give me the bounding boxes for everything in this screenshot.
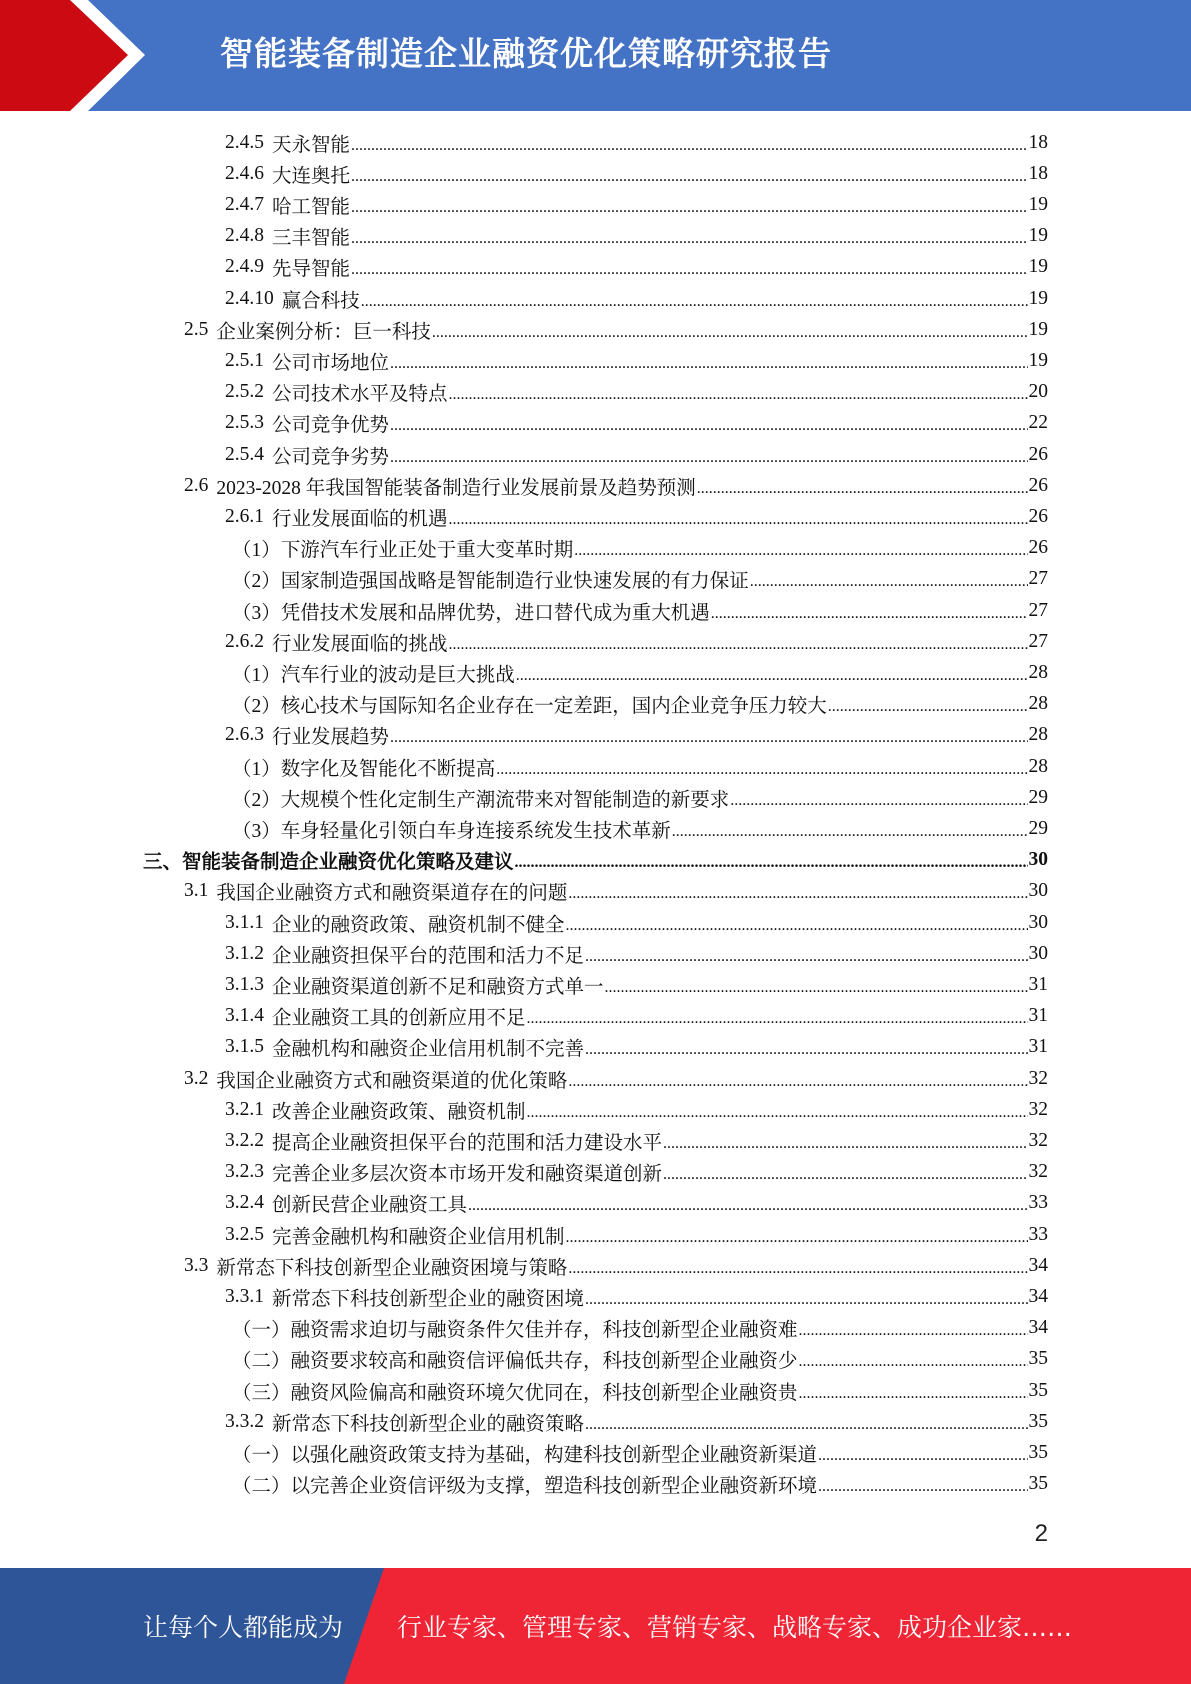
toc-entry-page: 30 bbox=[1028, 849, 1048, 871]
toc-entry-title: 三丰智能 bbox=[272, 228, 351, 250]
toc-leader-dots bbox=[818, 1478, 1027, 1496]
toc-entry-page: 19 bbox=[1028, 318, 1048, 340]
toc-entry-number: 3.1.1 bbox=[225, 911, 264, 933]
header-arrow-decoration bbox=[0, 0, 160, 111]
toc-leader-dots bbox=[390, 729, 1027, 747]
toc-entry-number: 3.2.1 bbox=[225, 1098, 264, 1120]
toc-leader-dots bbox=[828, 698, 1028, 716]
toc-entry[interactable] bbox=[225, 1157, 1048, 1188]
toc-leader-dots bbox=[390, 355, 1027, 373]
toc-leader-dots bbox=[527, 1010, 1028, 1028]
toc-entry[interactable] bbox=[232, 1313, 1048, 1344]
toc-leader-dots bbox=[585, 948, 1027, 966]
toc-entry[interactable] bbox=[232, 657, 1048, 688]
toc-leader-dots bbox=[351, 168, 1027, 186]
toc-entry[interactable] bbox=[225, 252, 1048, 283]
toc-entry-page: 19 bbox=[1028, 193, 1048, 215]
toc-entry-title: 创新民营企业融资工具 bbox=[272, 1195, 468, 1217]
toc-entry[interactable] bbox=[232, 1437, 1048, 1468]
toc-entry-title: 以完善企业资信评级为支撑，塑造科技创新型企业融资新环境 bbox=[290, 1476, 818, 1498]
page-number: 2 bbox=[1034, 1520, 1048, 1547]
toc-entry[interactable] bbox=[225, 720, 1048, 751]
toc-entry-title: 大连奥托 bbox=[272, 165, 351, 187]
toc-entry[interactable] bbox=[225, 1281, 1048, 1312]
toc-entry-page: 27 bbox=[1028, 630, 1048, 652]
toc-entry-title: 公司竞争优势 bbox=[272, 415, 390, 437]
toc-entry[interactable] bbox=[232, 564, 1048, 595]
toc-entry[interactable] bbox=[225, 907, 1048, 938]
toc-entry-page: 28 bbox=[1028, 755, 1048, 777]
toc-entry-title: 我国企业融资方式和融资渠道的优化策略 bbox=[216, 1070, 568, 1092]
toc-entry-title: 金融机构和融资企业信用机制不完善 bbox=[272, 1039, 585, 1061]
toc-leader-dots bbox=[663, 1166, 1027, 1184]
toc-entry[interactable] bbox=[225, 1188, 1048, 1219]
toc-entry[interactable] bbox=[232, 1469, 1048, 1500]
toc-entry-page: 26 bbox=[1028, 537, 1048, 559]
footer-slogan-left: 让每个人都能成为 bbox=[143, 1613, 344, 1642]
toc-entry-title: 先导智能 bbox=[272, 259, 351, 281]
toc-entry-number: 2.6.3 bbox=[225, 724, 264, 746]
toc-leader-dots bbox=[605, 979, 1028, 997]
toc-leader-dots bbox=[585, 1041, 1027, 1059]
toc-leader-dots bbox=[750, 573, 1028, 591]
toc-entry-page: 31 bbox=[1028, 973, 1048, 995]
toc-entry-number: 2.4.9 bbox=[225, 256, 264, 278]
toc-entry[interactable] bbox=[184, 470, 1048, 501]
toc-entry-number: 3.3.1 bbox=[225, 1285, 264, 1307]
toc-entry-title: 公司市场地位 bbox=[272, 352, 390, 374]
toc-entry-number: 2.6.1 bbox=[225, 505, 264, 527]
toc-entry-page: 28 bbox=[1028, 661, 1048, 683]
toc-leader-dots bbox=[574, 542, 1027, 560]
toc-entry-page: 29 bbox=[1028, 817, 1048, 839]
toc-entry-title: 以强化融资政策支持为基础，构建科技创新型企业融资新渠道 bbox=[290, 1444, 818, 1466]
toc-entry-title: 行业发展趋势 bbox=[272, 727, 390, 749]
toc-entry-number: （一） bbox=[232, 1320, 291, 1342]
toc-entry-page: 34 bbox=[1028, 1317, 1048, 1339]
toc-entry-page: 35 bbox=[1028, 1473, 1048, 1495]
toc-leader-dots bbox=[711, 605, 1028, 623]
toc-leader-dots bbox=[496, 761, 1027, 779]
report-title: 智能装备制造企业融资优化策略研究报告 bbox=[220, 34, 832, 73]
toc-entry[interactable] bbox=[184, 1250, 1048, 1281]
toc-entry[interactable] bbox=[143, 845, 1048, 876]
toc-entry[interactable] bbox=[232, 595, 1048, 626]
toc-entry-page: 33 bbox=[1028, 1192, 1048, 1214]
toc-entry-title: 哈工智能 bbox=[272, 196, 351, 218]
toc-entry-page: 32 bbox=[1028, 1067, 1048, 1089]
toc-leader-dots bbox=[351, 261, 1027, 279]
toc-entry-title: 凭借技术发展和品牌优势，进口替代成为重大机遇 bbox=[280, 602, 710, 624]
toc-leader-dots bbox=[449, 511, 1028, 529]
toc-entry-page: 19 bbox=[1028, 225, 1048, 247]
toc-leader-dots bbox=[527, 1104, 1028, 1122]
toc-entry-number: 3.2.3 bbox=[225, 1161, 264, 1183]
toc-entry-title: 公司竞争劣势 bbox=[272, 446, 390, 468]
toc-entry-number: 2.5.1 bbox=[225, 349, 264, 371]
toc-entry-number: 2.6 bbox=[184, 474, 209, 496]
header-band bbox=[0, 0, 1191, 111]
toc-leader-dots bbox=[585, 1416, 1027, 1434]
toc-leader-dots bbox=[697, 480, 1028, 498]
toc-leader-dots bbox=[566, 917, 1028, 935]
footer-slogan-right: 行业专家、管理专家、营销专家、战略专家、成功企业家…… bbox=[397, 1613, 1073, 1642]
toc-entry-title: 新常态下科技创新型企业的融资策略 bbox=[272, 1413, 585, 1435]
toc-entry-title: 企业融资工具的创新应用不足 bbox=[272, 1008, 526, 1030]
toc-entry-page: 30 bbox=[1028, 911, 1048, 933]
toc-leader-dots bbox=[818, 1447, 1027, 1465]
toc-entry-number: （1） bbox=[232, 664, 281, 686]
toc-entry[interactable] bbox=[232, 533, 1048, 564]
toc-entry-title: 融资需求迫切与融资条件欠佳并存，科技创新型企业融资难 bbox=[290, 1320, 798, 1342]
toc-entry-title: 完善金融机构和融资企业信用机制 bbox=[272, 1226, 565, 1248]
toc-entry[interactable] bbox=[225, 1001, 1048, 1032]
toc-leader-dots bbox=[799, 1385, 1028, 1403]
toc-entry-number: 2.5.3 bbox=[225, 412, 264, 434]
toc-entry-number: 2.4.10 bbox=[225, 287, 274, 309]
toc-entry-page: 26 bbox=[1028, 505, 1048, 527]
toc-leader-dots bbox=[799, 1353, 1028, 1371]
toc-entry-number: 3.1.2 bbox=[225, 942, 264, 964]
toc-entry-page: 19 bbox=[1028, 349, 1048, 371]
toc-entry[interactable] bbox=[225, 189, 1048, 220]
toc-entry-page: 35 bbox=[1028, 1379, 1048, 1401]
toc-leader-dots bbox=[449, 636, 1028, 654]
toc-leader-dots bbox=[568, 1073, 1027, 1091]
toc-entry[interactable] bbox=[232, 751, 1048, 782]
toc-entry-number: 3.1.4 bbox=[225, 1005, 264, 1027]
toc-entry-title: 企业案例分析：巨一科技 bbox=[216, 321, 431, 343]
toc-leader-dots bbox=[449, 386, 1028, 404]
toc-entry-number: （2） bbox=[232, 789, 281, 811]
toc-entry[interactable] bbox=[225, 626, 1048, 657]
toc-leader-dots bbox=[351, 199, 1027, 217]
toc-entry-page: 26 bbox=[1028, 443, 1048, 465]
toc-entry-title: 新常态下科技创新型企业融资困境与策略 bbox=[216, 1257, 568, 1279]
toc-leader-dots bbox=[568, 885, 1027, 903]
toc-entry[interactable] bbox=[225, 345, 1048, 376]
toc-entry-title: 汽车行业的波动是巨大挑战 bbox=[280, 664, 515, 686]
toc-leader-dots bbox=[361, 293, 1028, 311]
toc-entry-number: （3） bbox=[232, 820, 281, 842]
toc-entry[interactable] bbox=[225, 439, 1048, 470]
toc-entry[interactable] bbox=[225, 408, 1048, 439]
toc-entry[interactable] bbox=[225, 283, 1048, 314]
toc-entry-number: 3.2.4 bbox=[225, 1192, 264, 1214]
toc-entry-number: （2） bbox=[232, 696, 281, 718]
toc-entry-title: 企业的融资政策、融资机制不健全 bbox=[272, 914, 565, 936]
toc-entry-page: 20 bbox=[1028, 381, 1048, 403]
toc-entry[interactable] bbox=[225, 938, 1048, 969]
toc-entry-title: 智能装备制造企业融资优化策略及建议 bbox=[182, 852, 514, 874]
toc-entry-title: 行业发展面临的挑战 bbox=[272, 633, 448, 655]
toc-entry[interactable] bbox=[225, 1032, 1048, 1063]
toc-entry-number: 3.2.5 bbox=[225, 1223, 264, 1245]
toc-entry-number: 2.5 bbox=[184, 318, 209, 340]
toc-leader-dots bbox=[566, 1229, 1028, 1247]
toc-leader-dots bbox=[390, 417, 1027, 435]
toc-leader-dots bbox=[351, 137, 1027, 155]
toc-leader-dots bbox=[468, 1197, 1027, 1215]
footer-band bbox=[0, 1568, 1191, 1684]
toc-leader-dots bbox=[432, 324, 1028, 342]
toc-entry-number: 2.6.2 bbox=[225, 630, 264, 652]
toc-entry-title: 完善企业多层次资本市场开发和融资渠道创新 bbox=[272, 1164, 663, 1186]
toc-entry-number: 2.5.4 bbox=[225, 443, 264, 465]
toc-leader-dots bbox=[799, 1322, 1028, 1340]
toc-entry[interactable] bbox=[225, 969, 1048, 1000]
toc-entry-number: 3.1.5 bbox=[225, 1036, 264, 1058]
toc-entry[interactable] bbox=[225, 158, 1048, 189]
toc-entry-page: 31 bbox=[1028, 1005, 1048, 1027]
toc-entry-title: 行业发展面临的机遇 bbox=[272, 508, 448, 530]
toc-entry-page: 35 bbox=[1028, 1410, 1048, 1432]
toc-entry-page: 32 bbox=[1028, 1161, 1048, 1183]
toc-entry-title: 提高企业融资担保平台的范围和活力建设水平 bbox=[272, 1132, 663, 1154]
toc-entry-title: 大规模个性化定制生产潮流带来对智能制造的新要求 bbox=[280, 789, 730, 811]
toc-entry-number: （1） bbox=[232, 758, 281, 780]
toc-entry-title: 企业融资渠道创新不足和融资方式单一 bbox=[272, 976, 604, 998]
toc-leader-dots bbox=[390, 449, 1027, 467]
toc-entry-page: 26 bbox=[1028, 474, 1048, 496]
toc-entry-title: 下游汽车行业正处于重大变革时期 bbox=[280, 540, 574, 562]
toc-entry[interactable] bbox=[225, 127, 1048, 158]
toc-entry-number: （3） bbox=[232, 602, 281, 624]
toc-entry-title: 赢合科技 bbox=[281, 290, 360, 312]
toc-entry-title: 企业融资担保平台的范围和活力不足 bbox=[272, 945, 585, 967]
toc-entry-page: 18 bbox=[1028, 131, 1048, 153]
toc-entry-number: （2） bbox=[232, 571, 281, 593]
toc-entry-title: 公司技术水平及特点 bbox=[272, 384, 448, 406]
toc-entry-number: 2.4.8 bbox=[225, 225, 264, 247]
toc-entry-number: 3.3.2 bbox=[225, 1410, 264, 1432]
toc-entry-page: 28 bbox=[1028, 724, 1048, 746]
toc-entry[interactable] bbox=[225, 1094, 1048, 1125]
toc-entry[interactable] bbox=[232, 1375, 1048, 1406]
toc-entry[interactable] bbox=[225, 501, 1048, 532]
toc-entry-number: 2.4.7 bbox=[225, 193, 264, 215]
toc-entry-title: 国家制造强国战略是智能制造行业快速发展的有力保证 bbox=[280, 571, 749, 593]
toc-entry-number: （二） bbox=[232, 1476, 291, 1498]
toc-entry-title: 新常态下科技创新型企业的融资困境 bbox=[272, 1288, 585, 1310]
toc-entry-number: 3.1.3 bbox=[225, 973, 264, 995]
toc-entry-page: 28 bbox=[1028, 693, 1048, 715]
toc-entry-page: 19 bbox=[1028, 287, 1048, 309]
toc-entry-title: 融资风险偏高和融资环境欠优同在，科技创新型企业融资贵 bbox=[290, 1382, 798, 1404]
toc-entry[interactable] bbox=[184, 876, 1048, 907]
toc-leader-dots bbox=[663, 1135, 1027, 1153]
toc-entry[interactable] bbox=[225, 1219, 1048, 1250]
toc-entry-page: 35 bbox=[1028, 1348, 1048, 1370]
toc-entry-number: 3.3 bbox=[184, 1254, 209, 1276]
toc-entry[interactable] bbox=[232, 689, 1048, 720]
toc-entry[interactable] bbox=[225, 1406, 1048, 1437]
toc-leader-dots bbox=[515, 854, 1028, 872]
toc-leader-dots bbox=[516, 667, 1028, 685]
toc-entry[interactable] bbox=[184, 314, 1048, 345]
toc-entry-page: 27 bbox=[1028, 568, 1048, 590]
toc-entry-number: 3.2 bbox=[184, 1067, 209, 1089]
toc-entry[interactable] bbox=[225, 221, 1048, 252]
toc-entry[interactable] bbox=[225, 1125, 1048, 1156]
toc-entry-number: 3.2.2 bbox=[225, 1129, 264, 1151]
toc-entry-page: 30 bbox=[1028, 880, 1048, 902]
toc-entry[interactable] bbox=[225, 377, 1048, 408]
toc-entry-page: 34 bbox=[1028, 1254, 1048, 1276]
toc-entry-title: 2023-2028 年我国智能装备制造行业发展前景及趋势预测 bbox=[216, 477, 696, 499]
toc-entry[interactable] bbox=[184, 1063, 1048, 1094]
toc-entry[interactable] bbox=[232, 813, 1048, 844]
toc-entry-title: 我国企业融资方式和融资渠道存在的问题 bbox=[216, 883, 568, 905]
toc-entry-page: 34 bbox=[1028, 1285, 1048, 1307]
toc-entry-page: 31 bbox=[1028, 1036, 1048, 1058]
toc-entry-title: 天永智能 bbox=[272, 134, 351, 156]
toc-entry-page: 27 bbox=[1028, 599, 1048, 621]
toc-entry-number: 2.4.6 bbox=[225, 162, 264, 184]
toc-entry-number: 2.4.5 bbox=[225, 131, 264, 153]
toc-entry-number: （1） bbox=[232, 540, 281, 562]
toc-leader-dots bbox=[585, 1291, 1027, 1309]
toc-entry-page: 32 bbox=[1028, 1098, 1048, 1120]
toc-entry-number: 三、 bbox=[143, 852, 183, 874]
toc-entry-page: 32 bbox=[1028, 1129, 1048, 1151]
toc-entry-page: 35 bbox=[1028, 1441, 1048, 1463]
toc-entry[interactable] bbox=[232, 1344, 1048, 1375]
toc-entry-page: 29 bbox=[1028, 786, 1048, 808]
toc-entry-page: 22 bbox=[1028, 412, 1048, 434]
toc-entry-title: 核心技术与国际知名企业存在一定差距，国内企业竞争压力较大 bbox=[280, 696, 827, 718]
toc-entry[interactable] bbox=[232, 782, 1048, 813]
toc-entry-page: 30 bbox=[1028, 942, 1048, 964]
toc-entry-title: 车身轻量化引领白车身连接系统发生技术革新 bbox=[280, 820, 671, 842]
toc-entry-number: （二） bbox=[232, 1351, 291, 1373]
toc-entry-number: 3.1 bbox=[184, 880, 209, 902]
toc-entry-page: 19 bbox=[1028, 256, 1048, 278]
toc-leader-dots bbox=[351, 230, 1027, 248]
toc-entry-page: 18 bbox=[1028, 162, 1048, 184]
toc-leader-dots bbox=[730, 792, 1027, 810]
toc-entry-number: 2.5.2 bbox=[225, 381, 264, 403]
toc-entry-number: （三） bbox=[232, 1382, 291, 1404]
toc-entry-title: 数字化及智能化不断提高 bbox=[280, 758, 496, 780]
toc-leader-dots bbox=[568, 1260, 1027, 1278]
toc-entry-title: 改善企业融资政策、融资机制 bbox=[272, 1101, 526, 1123]
toc-entry-page: 33 bbox=[1028, 1223, 1048, 1245]
toc-entry-number: （一） bbox=[232, 1444, 291, 1466]
toc-entry-title: 融资要求较高和融资信评偏低共存，科技创新型企业融资少 bbox=[290, 1351, 798, 1373]
toc-leader-dots bbox=[672, 823, 1028, 841]
